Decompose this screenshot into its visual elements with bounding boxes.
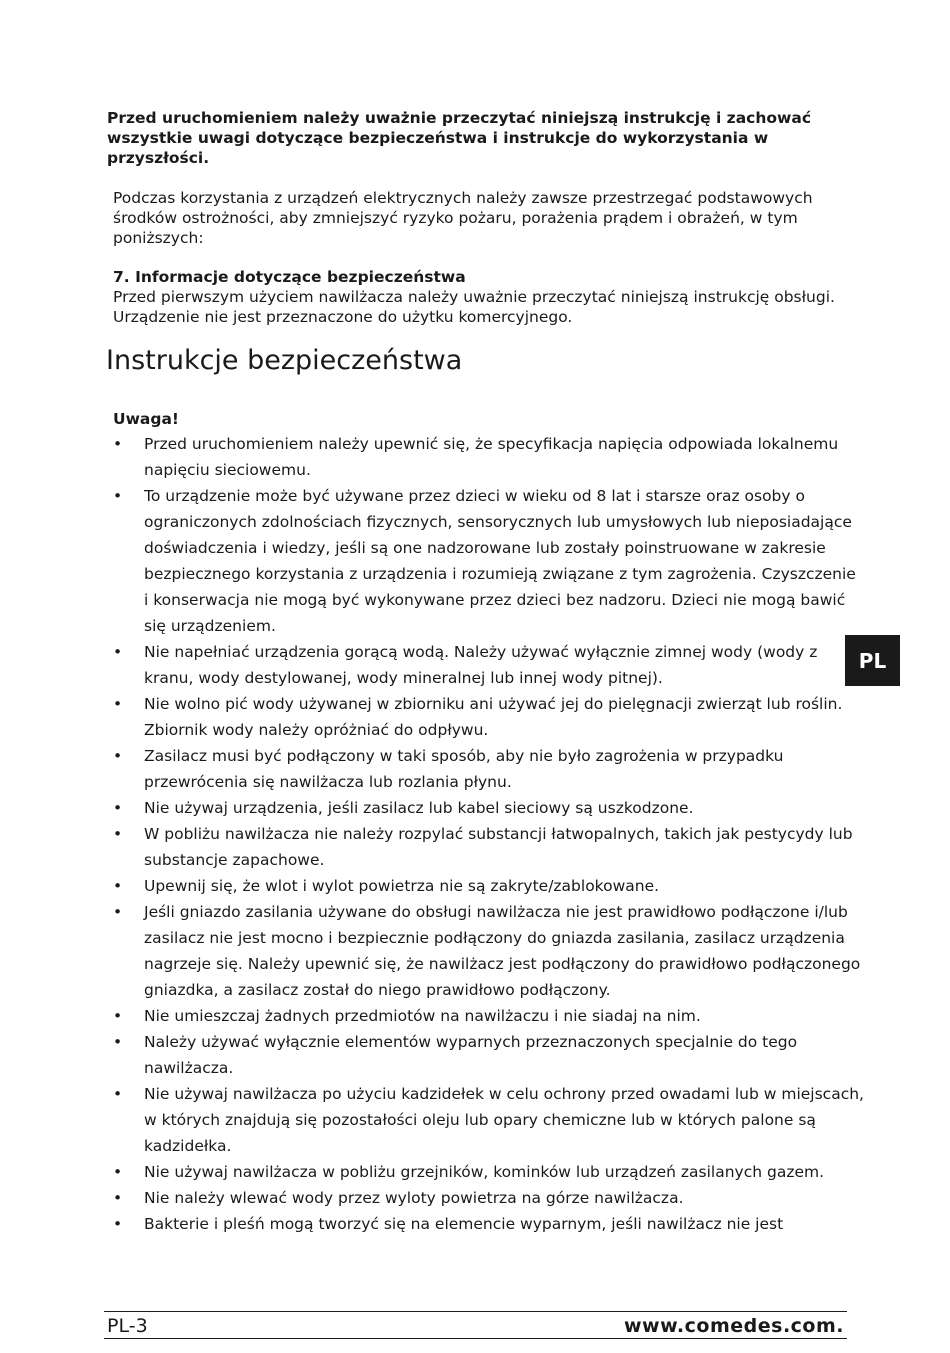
footer-divider-top bbox=[104, 1311, 847, 1312]
page-heading: Instrukcje bezpieczeństwa bbox=[106, 345, 463, 376]
list-item: • Nie napełniać urządzenia gorącą wodą. Należy używać wyłącznie zimnej wody (wody z kranu, wody destylowanej, wody mineralnej lub innej wody pitnej). bbox=[113, 639, 865, 691]
section-text: Przed pierwszym użyciem nawilżacza należy uważnie przeczytać niniejszą instrukcję obsługi. Urządzenie nie jest przeznaczone do użytku komercyjnego. bbox=[113, 288, 835, 326]
list-item: • Nie używaj urządzenia, jeśli zasilacz lub kabel sieciowy są uszkodzone. bbox=[113, 795, 865, 821]
list-item: • Upewnij się, że wlot i wylot powietrza nie są zakryte/zablokowane. bbox=[113, 873, 865, 899]
list-item: • Bakterie i pleśń mogą tworzyć się na elemencie wyparnym, jeśli nawilżacz nie jest bbox=[113, 1211, 865, 1237]
list-item: • To urządzenie może być używane przez dzieci w wieku od 8 lat i starsze oraz osoby o ograniczonych zdolnościach fizycznych, sensorycznych lub umysłowych lub nieposiadające doświadczenia i wiedzy, jeśli są one nadzorowane lub zostały poinstruowane w zakresie bezpiecznego korzystania z urządzenia i rozumieją związane z tym zagrożenia. Czyszczenie i konserwacja nie mogą być wykonywane przez dzieci bez nadzoru. Dzieci nie mogą bawić się urządzeniem. bbox=[113, 483, 865, 639]
language-tab: PL bbox=[845, 635, 900, 686]
intro-notice: Przed uruchomieniem należy uważnie przeczytać niniejszą instrukcję i zachować wszystkie uwagi dotyczące bezpieczeństwa i instrukcje do wykorzystania w przyszłości. bbox=[107, 109, 812, 167]
footer-divider-bottom bbox=[104, 1338, 847, 1339]
list-item: • Zasilacz musi być podłączony w taki sposób, aby nie było zagrożenia w przypadku przewrócenia się nawilżacza lub rozlania płynu. bbox=[113, 743, 865, 795]
list-item: • Należy używać wyłącznie elementów wyparnych przeznaczonych specjalnie do tego nawilżacza. bbox=[113, 1029, 865, 1081]
list-item: • Przed uruchomieniem należy upewnić się, że specyfikacja napięcia odpowiada lokalnemu napięciu sieciowemu. bbox=[113, 431, 865, 483]
page-number: PL-3 bbox=[107, 1315, 148, 1337]
website-url: www.comedes.com. bbox=[623, 1315, 844, 1337]
list-item: • Jeśli gniazdo zasilania używane do obsługi nawilżacza nie jest prawidłowo podłączone i/lub zasilacz nie jest mocno i bezpiecznie podłączony do gniazda zasilania, zasilacz urządzenia nagrzeje się. Należy upewnić się, że nawilżacz jest podłączony do prawidłowo podłączonego gniazdka, a zasilacz został do niego prawidłowo podłączony. bbox=[113, 899, 865, 1003]
safety-list bbox=[113, 431, 865, 1237]
list-item: • Nie umieszczaj żadnych przedmiotów na nawilżaczu i nie siadaj na nim. bbox=[113, 1003, 865, 1029]
list-item: • Nie używaj nawilżacza w pobliżu grzejników, kominków lub urządzeń zasilanych gazem. bbox=[113, 1159, 865, 1185]
list-item: • Nie należy wlewać wody przez wyloty powietrza na górze nawilżacza. bbox=[113, 1185, 865, 1211]
section-title: 7. Informacje dotyczące bezpieczeństwa bbox=[113, 268, 466, 286]
list-item: • W pobliżu nawilżacza nie należy rozpylać substancji łatwopalnych, takich jak pestycydy lub substancje zapachowe. bbox=[113, 821, 865, 873]
list-item: • Nie używaj nawilżacza po użyciu kadzidełek w celu ochrony przed owadami lub w miejscach, w których znajdują się pozostałości oleju lub opary chemiczne lub w których palone są kadzidełka. bbox=[113, 1081, 865, 1159]
intro-paragraph: Podczas korzystania z urządzeń elektrycznych należy zawsze przestrzegać podstawowych środków ostrożności, aby zmniejszyć ryzyko pożaru, porażenia prądem i obrażeń, w tym poniższych: bbox=[113, 189, 813, 247]
warning-label: Uwaga! bbox=[113, 410, 179, 428]
section-info bbox=[113, 267, 853, 327]
list-item: • Nie wolno pić wody używanej w zbiorniku ani używać jej do pielęgnacji zwierząt lub roślin. Zbiornik wody należy opróżniać do odpływu. bbox=[113, 691, 865, 743]
